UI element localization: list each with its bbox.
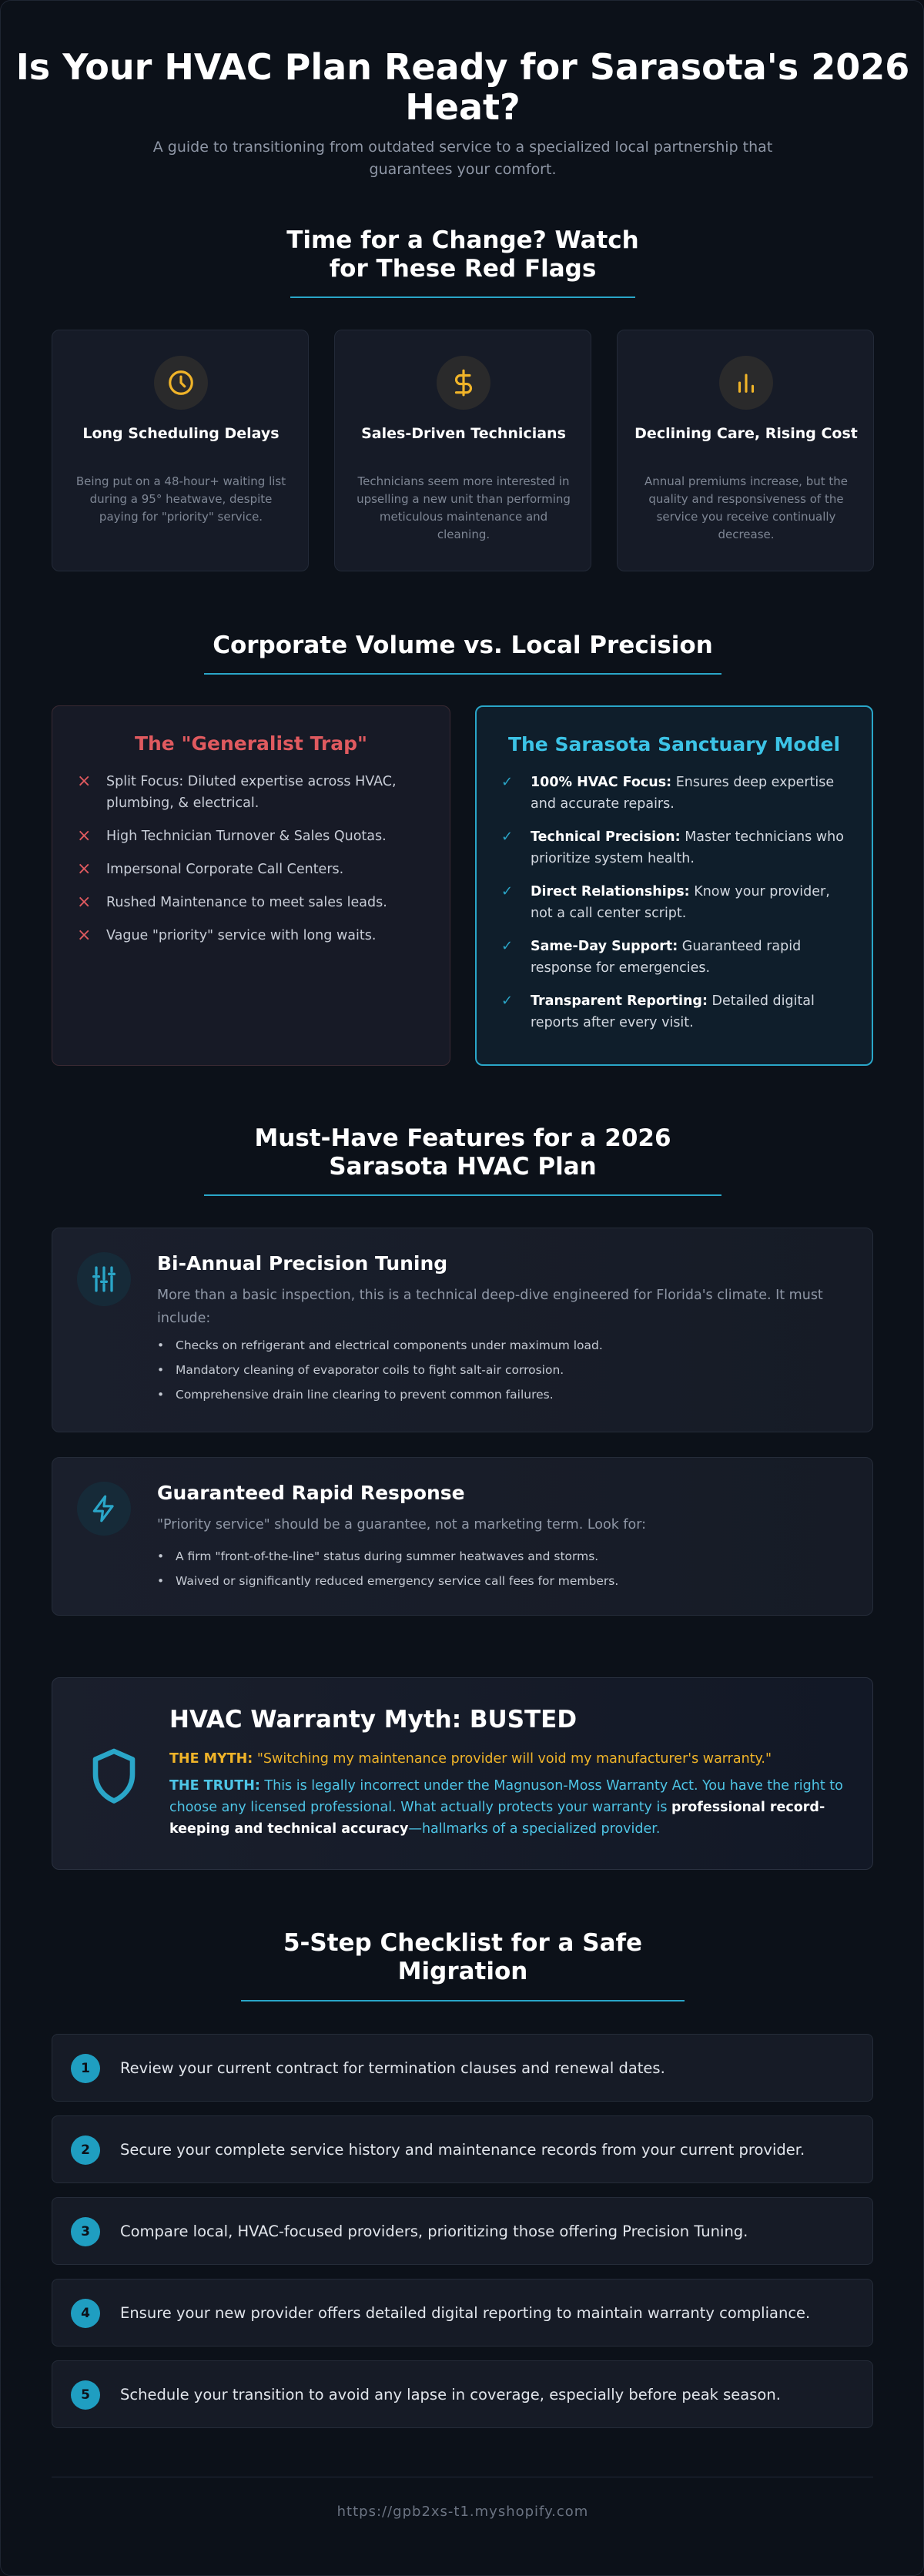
sliders-icon xyxy=(77,1252,131,1306)
list-item: × Rushed Maintenance to meet sales leads. xyxy=(77,893,387,912)
list-item: × Vague "priority" service with long waits. xyxy=(77,926,377,945)
precision-tuning-card xyxy=(52,1228,873,1432)
list-item: × High Technician Turnover & Sales Quotas. xyxy=(77,826,387,846)
x-icon: × xyxy=(77,926,92,945)
lightning-icon xyxy=(77,1482,131,1536)
sanctuary-model-card xyxy=(475,705,873,1066)
list-item: • Waived or significantly reduced emergency service call fees for members. xyxy=(157,1569,846,1593)
check-icon: ✓ xyxy=(501,829,514,845)
step-text: Review your current contract for termination clauses and renewal dates. xyxy=(120,2059,665,2077)
list-item: ✓ Transparent Reporting: Detailed digital reports after every visit. xyxy=(501,990,850,1033)
x-icon: × xyxy=(77,859,92,879)
list-item: • Comprehensive drain line clearing to prevent common failures. xyxy=(157,1382,846,1407)
myth-statement: THE MYTH: "Switching my maintenance provider will void my manufacturer's warranty." xyxy=(169,1751,772,1767)
red-flag-title: Sales-Driven Technicians xyxy=(361,425,566,442)
step-number-badge: 4 xyxy=(71,2299,100,2328)
checklist-step xyxy=(52,2197,873,2265)
checklist-step xyxy=(52,2034,873,2102)
list-item: ✓ Same-Day Support: Guaranteed rapid response for emergencies. xyxy=(501,936,850,979)
step-text: Compare local, HVAC-focused providers, prioritizing those offering Precision Tuning. xyxy=(120,2223,748,2240)
clock-icon xyxy=(154,356,208,410)
sanctuary-model-title: The Sarasota Sanctuary Model xyxy=(507,733,841,755)
step-number-badge: 2 xyxy=(71,2136,100,2165)
generalist-trap-title: The "Generalist Trap" xyxy=(134,732,368,755)
red-flag-text: Annual premiums increase, but the quality and responsiveness of the service you receive continually decrease. xyxy=(644,474,849,541)
step-number-badge: 3 xyxy=(71,2217,100,2246)
x-icon: × xyxy=(77,893,92,912)
check-icon: ✓ xyxy=(501,774,514,790)
list-item: ✓ 100% HVAC Focus: Ensures deep expertise and accurate repairs. xyxy=(501,772,850,815)
list-item: ✓ Direct Relationships: Know your provider, not a call center script. xyxy=(501,881,850,924)
red-flag-title: Declining Care, Rising Cost xyxy=(634,425,858,442)
sanctuary-model-list xyxy=(501,772,850,1045)
section-divider xyxy=(204,1194,721,1196)
x-icon: × xyxy=(77,772,92,791)
warranty-myth-card xyxy=(52,1677,873,1870)
footer-link[interactable]: https://gpb2xs-t1.myshopify.com xyxy=(336,2504,589,2520)
checklist-step xyxy=(52,2115,873,2183)
step-text: Secure your complete service history and maintenance records from your current provider. xyxy=(120,2141,805,2159)
bar-chart-icon xyxy=(719,356,773,410)
section-divider xyxy=(204,673,721,675)
check-icon: ✓ xyxy=(501,883,514,899)
features-title: Must-Have Features for a 2026 Sarasota HVAC Plan xyxy=(254,1124,671,1181)
step-text: Ensure your new provider offers detailed digital reporting to maintain warranty compliance. xyxy=(120,2304,811,2322)
feature-description: "Priority service" should be a guarantee, not a marketing term. Look for: xyxy=(157,1517,647,1533)
list-item: ✓ Technical Precision: Master technicians who prioritize system health. xyxy=(501,826,850,869)
feature-title: Bi-Annual Precision Tuning xyxy=(157,1252,448,1275)
feature-list xyxy=(157,1333,846,1407)
myth-title: HVAC Warranty Myth: BUSTED xyxy=(169,1706,578,1734)
page-title: Is Your HVAC Plan Ready for Sarasota's 2026 Heat? xyxy=(15,46,910,128)
red-flag-title: Long Scheduling Delays xyxy=(82,425,280,442)
truth-statement: THE TRUTH: This is legally incorrect under the Magnuson-Moss Warranty Act. You have the right to choose any licensed professional. What actually protects your warranty is professional record-keeping and technical accuracy—hallmarks of a specialized provider. xyxy=(169,1778,843,1837)
rapid-response-card xyxy=(52,1457,873,1616)
feature-title: Guaranteed Rapid Response xyxy=(157,1482,465,1504)
x-icon: × xyxy=(77,826,92,846)
checklist-step xyxy=(52,2279,873,2347)
step-text: Schedule your transition to avoid any lapse in coverage, especially before peak season. xyxy=(120,2386,781,2403)
shield-icon xyxy=(86,1747,142,1810)
list-item: • Checks on refrigerant and electrical components under maximum load. xyxy=(157,1333,846,1358)
step-number-badge: 1 xyxy=(71,2054,100,2083)
check-icon: ✓ xyxy=(501,993,514,1009)
red-flag-text: Technicians seem more interested in upselling a new unit than performing meticulous maintenance and cleaning. xyxy=(357,474,571,541)
generalist-trap-list xyxy=(77,771,428,958)
section-divider xyxy=(290,296,635,298)
red-flag-card xyxy=(617,330,874,571)
comparison-title: Corporate Volume vs. Local Precision xyxy=(213,631,713,659)
section-divider xyxy=(241,2000,685,2002)
feature-description: More than a basic inspection, this is a technical deep-dive engineered for Florida's climate. It must include: xyxy=(157,1288,823,1326)
generalist-trap-card xyxy=(52,705,450,1066)
checklist-step xyxy=(52,2360,873,2428)
step-number-badge: 5 xyxy=(71,2380,100,2410)
red-flags-title: Time for a Change? Watch for These Red Flags xyxy=(286,226,639,283)
red-flag-card xyxy=(52,330,309,571)
check-icon: ✓ xyxy=(501,938,514,954)
red-flag-card xyxy=(334,330,591,571)
list-item: • Mandatory cleaning of evaporator coils to fight salt-air corrosion. xyxy=(157,1358,846,1382)
page-subtitle: A guide to transitioning from outdated service to a specialized local partnership that guarantees your comfort. xyxy=(152,139,773,178)
dollar-icon xyxy=(437,356,490,410)
red-flag-text: Being put on a 48-hour+ waiting list during a 95° heatwave, despite paying for "priority" service. xyxy=(75,474,286,524)
checklist-title: 5-Step Checklist for a Safe Migration xyxy=(283,1929,643,1985)
list-item: × Split Focus: Diluted expertise across HVAC, plumbing, & electrical. xyxy=(77,772,397,811)
list-item: • A firm "front-of-the-line" status during summer heatwaves and storms. xyxy=(157,1544,846,1569)
feature-list xyxy=(157,1544,846,1593)
list-item: × Impersonal Corporate Call Centers. xyxy=(77,859,344,879)
